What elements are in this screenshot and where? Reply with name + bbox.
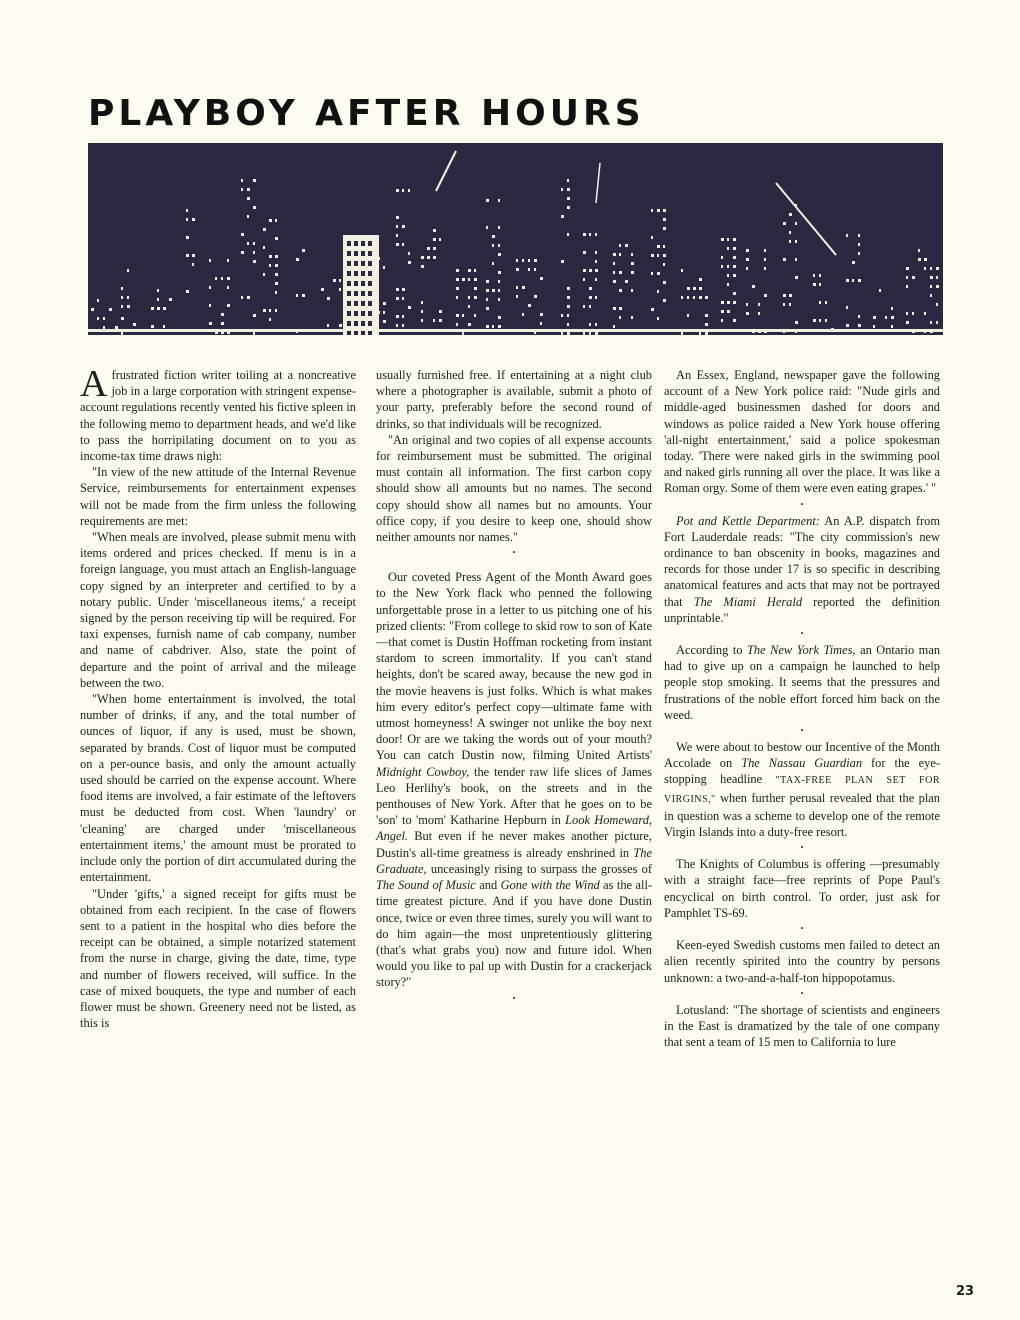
memo-paragraph: usually furnished free. If entertaining at a night club where a photographer is available, submit a photo of your party, preferably before the second round of drinks, so that individuals will be recognized. bbox=[376, 368, 652, 431]
item-separator: • bbox=[800, 726, 804, 736]
pot-kettle-item: Pot and Kettle Department: An A.P. dispatch from Fort Lauderdale reads: "The city commission's new ordinance to ban obscenity in books, magazines and records for those under 17 is so specific in describing anatomical features and acts that may not be portrayed that The Miami Herald reported the definition unprintable." bbox=[664, 513, 940, 625]
hippo-item: Keen-eyed Swedish customs men failed to detect an alien recently spirited into the country by persons unknown: a two-and-a-half-ton hippopotamus. bbox=[664, 938, 940, 985]
raid-item: An Essex, England, newspaper gave the following account of a New York police raid: "Nude girls and middle-aged businessmen dashed for doors and windows as police raided a New York house offering 'all-night entertainment,' said a police spokesman today. 'There were naked girls in the swimming pool and naked girls running all over the place. It was like a Roman orgy. Some of them were even eating grapes.' " bbox=[664, 368, 940, 496]
item-separator: • bbox=[800, 629, 804, 639]
item-separator: • bbox=[800, 924, 804, 934]
knights-item: The Knights of Columbus is offering —presumably with a straight face—free reprints of Pope Paul's encyclical on birth control. To order, just ask for Pamphlet TS-69. bbox=[664, 857, 940, 920]
memo-paragraph: "Under 'gifts,' a signed receipt for gifts must be obtained from each recipient. In the case of flowers sent to a patient in the hospital who dies before the receipt can be obtained, a simple notarized statement from the nurse in charge, giving the date, time, type and number of flowers received, will suffice. In the case of mixed bouquets, the type and number of each flower must be shown. Greenery need not be listed, as this is bbox=[80, 886, 356, 1031]
memo-paragraph: "When meals are involved, please submit menu with items ordered and prices checked. If menu is in a foreign language, you must attach an English-language copy signed by an interpreter and certified to by a notary public. Under 'miscellaneous items,' a receipt signed by the person receiving tip will be required. For taxi expenses, furnish name of cab company, number and name of cabdriver. Also, state the point of departure and the point of arrival and the mileage between the two. bbox=[80, 530, 356, 690]
drop-cap: A bbox=[80, 363, 108, 405]
city-skyline-icon bbox=[88, 143, 943, 335]
item-separator: • bbox=[800, 843, 804, 853]
city-skyline-illustration bbox=[88, 143, 943, 335]
memo-paragraph: "In view of the new attitude of the Internal Revenue Service, reimbursements for entertainment expenses will not be made from the firm unless the following requirements are met: bbox=[80, 465, 356, 528]
item-separator: • bbox=[512, 993, 516, 1003]
article-column-1 bbox=[80, 363, 356, 1031]
lotusland-item: Lotusland: "The shortage of scientists and engineers in the East is dramatized by the tale of one company that sent a team of 15 men to California to lure bbox=[664, 1002, 940, 1050]
page-title: PLAYBOY AFTER HOURS bbox=[88, 93, 645, 134]
article-column-3 bbox=[664, 367, 940, 1050]
memo-paragraph: "An original and two copies of all expense accounts for reimbursement must be submitted. The original must contain all information. The first carbon copy should show all amounts but no names. The second copy should show all names but no amounts. Your office copy, if you desire to keep one, should show neither amounts nor names." bbox=[376, 432, 652, 545]
accolade-item: We were about to bestow our Incentive of the Month Accolade on The Nassau Guardian for the eye-stopping headline "TAX-FREE PLAN SET FOR VIRGINS," when further perusal revealed that the plan in question was a scheme to develop one of the remote Virgin Islands into a duty-free resort. bbox=[664, 740, 940, 840]
article-column-2 bbox=[376, 367, 652, 1007]
item-separator: • bbox=[800, 499, 804, 509]
item-separator: • bbox=[512, 548, 516, 558]
memo-paragraph: "When home entertainment is involved, the total number of drinks, if any, and the total number of ounces of liquor, if any is used, must be shown, separated by brands. Cost of liquor must be computed on a per-ounce basis, and only the amount actually used should be carried on the expense account. Where food items are involved, a fair estimate of the leftovers must be deducted from cost. When 'laundry' or 'cleaning' are charged under 'miscellaneous entertainment items,' the amount must be prorated to include only the portion of dirt accumulated during the entertainment. bbox=[80, 692, 356, 885]
smoking-item: According to The New York Times, an Ontario man had to give up on a campaign he launched to help people stop smoking. It seems that the pressures and frustrations of the noble effort forced him back on the weed. bbox=[664, 643, 941, 722]
memo-intro-paragraph: Afrustrated fiction writer toiling at a noncreative job in a large corporation with stringent expense-account regulations recently vented his fictive spleen in the following memo to department heads, and we'd like to pass the horripilating document on to you as income-tax time draws nigh: bbox=[80, 363, 356, 464]
page-number: 23 bbox=[956, 1284, 975, 1299]
press-agent-item: Our coveted Press Agent of the Month Award goes to the New York flack who penned the following unforgettable prose in a letter to us pitching one of his prized clients: "From college to skid row to son of Kate—that comet is Dustin Hoffman rocketing from instant stardom to screen immortality. If you can't stand heights, don't be scared away, because the new god in the movie heavens is just folks. Which is what makes him every editor's perfect copy—ultimate fame with utmost homeyness! A swinger not unlike the boy next door! Or are we taking the words out of your mouth? You can catch Dustin now, filming United Artists' Midnight Cowboy, the tender raw life slices of James Leo Herlihy's book, on the streets and in the penthouses of New York. After that he goes on to be 'son' to 'mom' Katharine Hepburn in Look Homeward, Angel. But even if he never makes another picture, Dustin's all-time greatness is already enshrined in The Graduate, unceasingly rising to surpass the grosses of The Sound of Music and Gone with the Wind as the all-time greatest picture. And if you have done Dustin once, twice or even three times, surely you will want to do him again—the most unpretentiously glittering (that's what grabs you) now and future idol. When would you like to pal up with Dustin for a crackerjack story?" bbox=[376, 570, 653, 990]
item-separator: • bbox=[800, 988, 804, 998]
